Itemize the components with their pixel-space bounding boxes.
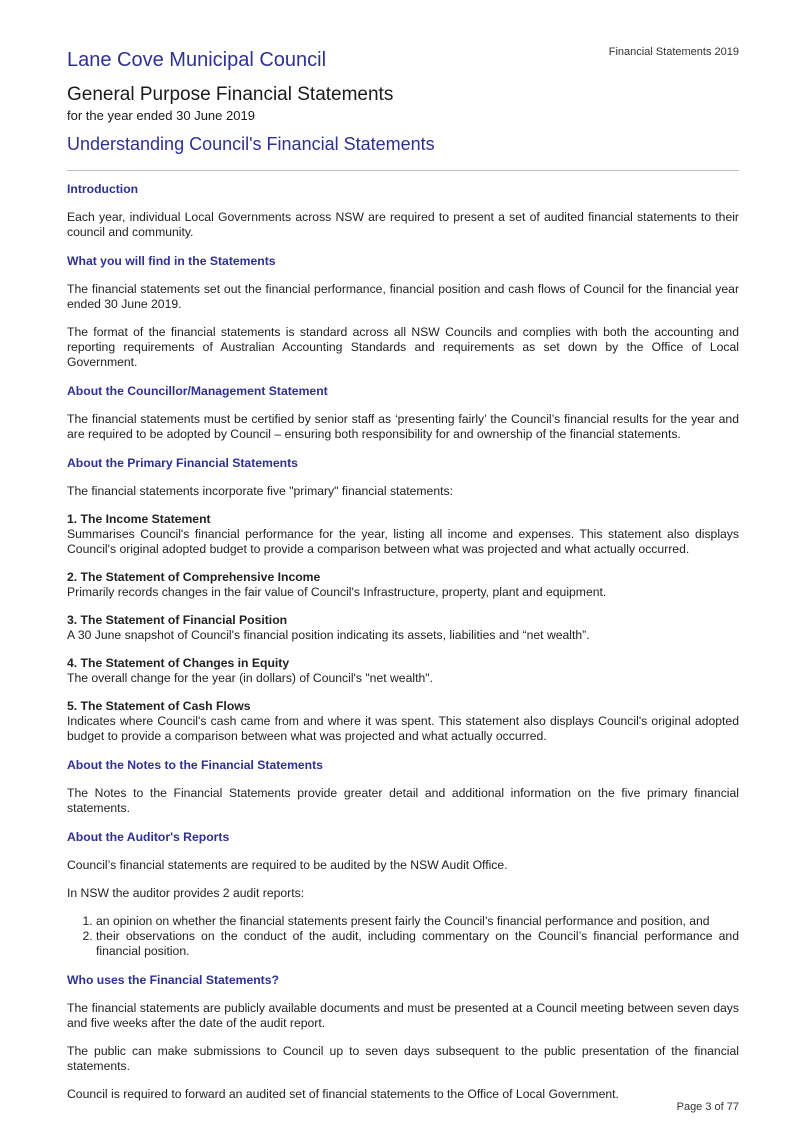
heading-introduction: Introduction bbox=[67, 182, 139, 196]
divider bbox=[67, 170, 739, 171]
paragraph-auditor-1: Council’s financial statements are required to be audited by the NSW Audit Office. bbox=[67, 858, 508, 872]
statement-item bbox=[67, 570, 739, 600]
statement-description: Indicates where Council's cash came from and where it was spent. This statement also displays Council's original adopted budget to provide a comparison between what was projected and what actually occurred. bbox=[67, 714, 739, 743]
paragraph-who-2: The public can make submissions to Council up to seven days subsequent to the public presentation of the financial statements. bbox=[67, 1044, 739, 1073]
paragraph-find-1: The financial statements set out the financial performance, financial position and cash flows of Council for the financial year ended 30 June 2019. bbox=[67, 282, 739, 311]
paragraph-councillor: The financial statements must be certified by senior staff as ‘presenting fairly’ the Council’s financial results for the year and are required to be adopted by Council – ensuring both responsibility for and ownership of the financial statements. bbox=[67, 412, 739, 441]
paragraph-primary-intro: The financial statements incorporate five "primary" financial statements: bbox=[67, 484, 453, 498]
paragraph-who-3: Council is required to forward an audited set of financial statements to the Office of Local Government. bbox=[67, 1087, 619, 1101]
paragraph-find-2: The format of the financial statements is standard across all NSW Councils and complies with both the accounting and reporting requirements of Australian Accounting Standards and requirements as set down by the Office of Local Government. bbox=[67, 325, 739, 369]
heading-councillor-statement: About the Councillor/Management Statement bbox=[67, 384, 328, 398]
statement-item bbox=[67, 512, 739, 557]
section-title: Understanding Council's Financial Statements bbox=[67, 134, 435, 154]
heading-primary-statements: About the Primary Financial Statements bbox=[67, 456, 298, 470]
paragraph-who-1: The financial statements are publicly available documents and must be presented at a Council meeting between seven days and five weeks after the date of the audit report. bbox=[67, 1001, 739, 1030]
heading-who-uses: Who uses the Financial Statements? bbox=[67, 973, 279, 987]
statement-title: 5. The Statement of Cash Flows bbox=[67, 699, 251, 713]
statement-title: 3. The Statement of Financial Position bbox=[67, 613, 288, 627]
paragraph-introduction: Each year, individual Local Governments across NSW are required to present a set of audited financial statements to their council and community. bbox=[67, 210, 739, 239]
document-title: General Purpose Financial Statements bbox=[67, 84, 394, 105]
statement-item bbox=[67, 613, 739, 643]
statement-description: A 30 June snapshot of Council's financial position indicating its assets, liabilities and “net wealth”. bbox=[67, 628, 590, 642]
document-header-label: Financial Statements 2019 bbox=[608, 46, 739, 58]
statement-title: 4. The Statement of Changes in Equity bbox=[67, 656, 290, 670]
content-body bbox=[67, 182, 739, 1102]
statement-item bbox=[67, 699, 739, 744]
statement-description: Primarily records changes in the fair value of Council's Infrastructure, property, plant and equipment. bbox=[67, 585, 607, 599]
statement-description: Summarises Council's financial performance for the year, listing all income and expenses. This statement also displays Council's original adopted budget to provide a comparison between what was projected and what actually occurred. bbox=[67, 527, 739, 556]
council-name: Lane Cove Municipal Council bbox=[67, 49, 327, 71]
audit-report-list bbox=[67, 914, 739, 959]
heading-what-you-will-find: What you will find in the Statements bbox=[67, 254, 276, 268]
list-item: 2. their observations on the conduct of the audit, including commentary on the Council’s financial performance and financial position. bbox=[96, 929, 739, 959]
paragraph-notes: The Notes to the Financial Statements provide greater detail and additional information on the five primary financial statements. bbox=[67, 786, 739, 815]
statement-description: The overall change for the year (in dollars) of Council's "net wealth". bbox=[67, 671, 433, 685]
page-number: Page 3 of 77 bbox=[676, 1101, 739, 1113]
list-item: 1. an opinion on whether the financial statements present fairly the Council’s financial performance and position, and bbox=[96, 914, 739, 929]
statement-item bbox=[67, 656, 739, 686]
statement-title: 2. The Statement of Comprehensive Income bbox=[67, 570, 321, 584]
document-subtitle: for the year ended 30 June 2019 bbox=[67, 108, 255, 123]
heading-notes: About the Notes to the Financial Statements bbox=[67, 758, 323, 772]
paragraph-auditor-2: In NSW the auditor provides 2 audit reports: bbox=[67, 886, 305, 900]
statement-title: 1. The Income Statement bbox=[67, 512, 211, 526]
heading-auditor-reports: About the Auditor's Reports bbox=[67, 830, 230, 844]
